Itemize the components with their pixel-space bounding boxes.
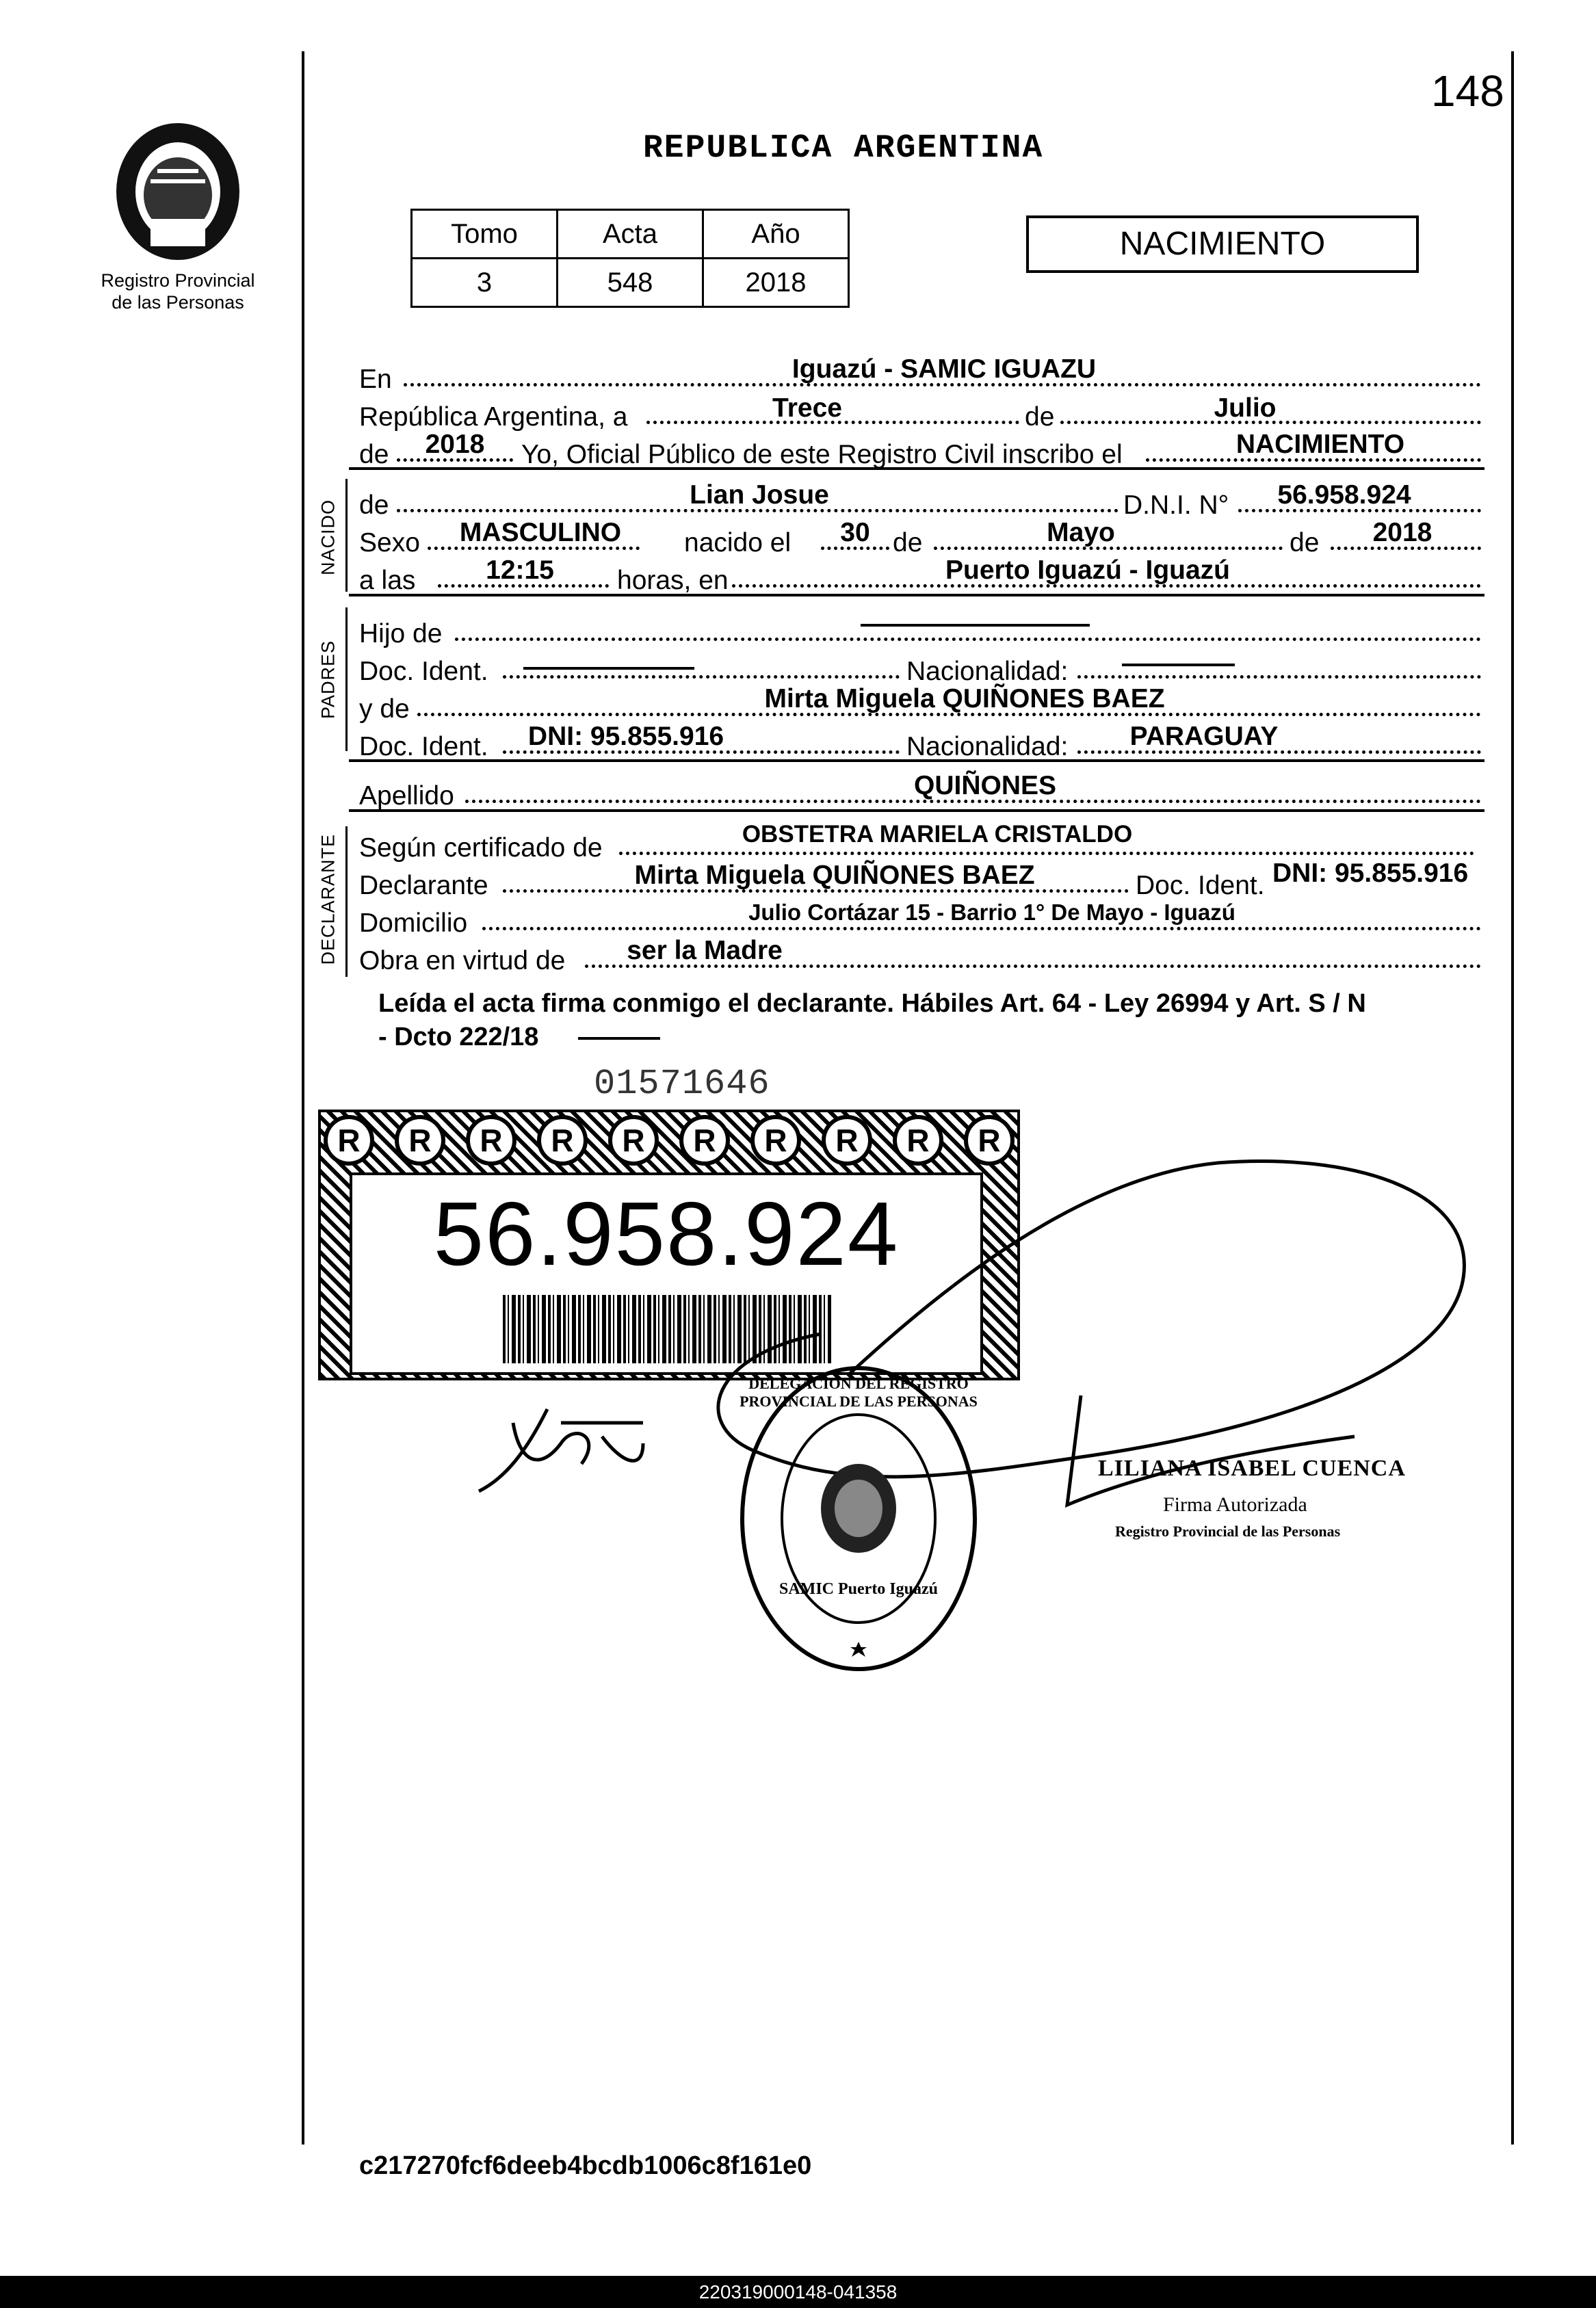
- declarante-side-label: DECLARANTE: [317, 833, 339, 965]
- obra-value: ser la Madre: [627, 936, 783, 965]
- ref-header-ano: Año: [703, 210, 849, 259]
- day-written-value: Trece: [772, 393, 842, 423]
- birth-time-value: 12:15: [486, 555, 554, 585]
- sticker-number: 56.958.924: [433, 1183, 900, 1284]
- doc1-dots: [503, 675, 900, 679]
- birth-day-value: 30: [840, 518, 870, 547]
- document-title: REPUBLICA ARGENTINA: [643, 130, 1044, 167]
- place-value: Iguazú - SAMIC IGUAZU: [792, 354, 1097, 384]
- apellido-value: QUIÑONES: [913, 771, 1057, 800]
- record-type-box: [1026, 215, 1419, 273]
- domicilio-value: Julio Cortázar 15 - Barrio 1° De Mayo - Iguazú: [748, 900, 1235, 925]
- pattern-r-5: R: [608, 1115, 659, 1166]
- emblem-caption-line2: de las Personas: [112, 292, 244, 313]
- child-dni-value: 56.958.924: [1277, 480, 1411, 510]
- nacido-bracket: [345, 479, 348, 592]
- birth-place-value: Puerto Iguazú - Iguazú: [945, 555, 1230, 585]
- obra-label: Obra en virtud de: [359, 946, 566, 975]
- closing-line-2: - Dcto 222/18: [378, 1023, 539, 1051]
- pattern-r-1: R: [324, 1115, 374, 1166]
- padres-bracket: [345, 607, 348, 751]
- pattern-r-3: R: [466, 1115, 516, 1166]
- horas-label: horas, en: [617, 566, 729, 595]
- ref-value-tomo: 3: [412, 259, 558, 307]
- emblem-caption-line1: Registro Provincial: [101, 270, 255, 291]
- mother-doc-value: DNI: 95.855.916: [527, 722, 724, 751]
- pattern-r-2: R: [395, 1115, 445, 1166]
- hijo-label: Hijo de: [359, 619, 443, 648]
- right-margin-line: [1511, 51, 1514, 2145]
- footer-bar: [0, 2276, 1596, 2308]
- nacido-side-label: NACIDO: [317, 499, 339, 576]
- ref-header-acta: Acta: [558, 210, 703, 259]
- rule-4: [349, 809, 1484, 812]
- nacido-de-label-3: de: [1290, 528, 1320, 558]
- closing-scribble: [578, 1037, 660, 1040]
- alas-label: a las: [359, 566, 416, 595]
- signatory-name: LILIANA ISABEL CUENCA: [1098, 1456, 1406, 1481]
- birth-year-value: 2018: [1372, 518, 1433, 547]
- republica-label: República Argentina, a: [359, 402, 628, 432]
- seal-outer-text: DELEGACION DEL REGISTRO PROVINCIAL DE LAS PERSONAS: [740, 1375, 978, 1410]
- dom-label: Domicilio: [359, 908, 468, 938]
- dom-dots: [482, 927, 1481, 930]
- reference-table: [410, 209, 850, 308]
- record-type: NACIMIENTO: [1119, 226, 1326, 262]
- cert-dots: [619, 852, 1474, 855]
- padres-side-label: PADRES: [317, 640, 339, 720]
- serial-number: 01571646: [594, 1064, 770, 1104]
- signature-flourishes: [465, 1149, 1519, 1573]
- signatory-office: Registro Provincial de las Personas: [1115, 1523, 1341, 1540]
- de-label-2: de: [359, 440, 389, 469]
- pattern-r-10: R: [964, 1115, 1015, 1166]
- month-value: Julio: [1214, 393, 1277, 423]
- father-void-line: [861, 624, 1090, 627]
- pattern-r-4: R: [537, 1115, 588, 1166]
- doc1-void-line: [523, 667, 694, 670]
- rule-1: [349, 467, 1484, 470]
- emblem-caption: [75, 270, 280, 313]
- rule-2: [349, 594, 1484, 596]
- footer-code: 220319000148-041358: [698, 2281, 898, 2303]
- mother-nationality-value: PARAGUAY: [1129, 722, 1279, 751]
- page-number: 148: [1431, 66, 1504, 116]
- pattern-r-9: R: [893, 1115, 943, 1166]
- apellido-label: Apellido: [359, 781, 454, 811]
- decl-doc-label: Doc. Ident.: [1136, 871, 1265, 900]
- inscribo-value: NACIMIENTO: [1235, 430, 1405, 459]
- father-dots: [455, 638, 1481, 641]
- signatory-role: Firma Autorizada: [1163, 1493, 1307, 1516]
- sexo-value: MASCULINO: [459, 518, 622, 547]
- child-name-value: Lian Josue: [690, 480, 829, 510]
- declarant-name-value: Mirta Miguela QUIÑONES BAEZ: [634, 861, 1035, 890]
- ref-value-ano: 2018: [703, 259, 849, 307]
- nacido-el-label: nacido el: [684, 528, 792, 558]
- nacido-de-label: de: [359, 490, 389, 520]
- nac1-dots: [1077, 675, 1481, 679]
- nacido-de-label-2: de: [893, 528, 923, 558]
- doc2-label: Doc. Ident.: [359, 732, 488, 761]
- yde-label: y de: [359, 694, 410, 724]
- nac1-void-line: [1122, 664, 1235, 666]
- birth-month-value: Mayo: [1047, 518, 1115, 547]
- document-hash: c217270fcf6deeb4bcdb1006c8f161e0: [359, 2151, 812, 2180]
- nac1-label: Nacionalidad:: [906, 657, 1069, 686]
- doc1-label: Doc. Ident.: [359, 657, 488, 686]
- pattern-r-7: R: [750, 1115, 801, 1166]
- ref-header-tomo: Tomo: [412, 210, 558, 259]
- delegation-seal: [735, 1361, 982, 1676]
- ref-value-acta: 548: [558, 259, 703, 307]
- nac2-label: Nacionalidad:: [906, 732, 1069, 761]
- cert-value: OBSTETRA MARIELA CRISTALDO: [742, 821, 1133, 848]
- left-margin-line: [302, 51, 304, 2145]
- de-label-1: de: [1025, 402, 1055, 432]
- declarant-doc-value: DNI: 95.855.916: [1272, 858, 1469, 888]
- dni-label: D.N.I. N°: [1123, 490, 1229, 520]
- rule-3: [349, 759, 1484, 762]
- province-emblem: [109, 116, 246, 267]
- declarante-bracket: [345, 826, 348, 977]
- en-label: En: [359, 365, 392, 394]
- closing-line-1: Leída el acta firma conmigo el declarante. Hábiles Art. 64 - Ley 26994 y Art. S / N: [378, 989, 1366, 1018]
- mother-name-value: Mirta Miguela QUIÑONES BAEZ: [764, 684, 1165, 713]
- pattern-r-6: R: [679, 1115, 730, 1166]
- yo-text: Yo, Oficial Público de este Registro Civil inscribo el: [521, 440, 1123, 469]
- cert-label: Según certificado de: [359, 833, 603, 863]
- year-value: 2018: [425, 430, 485, 459]
- decl-label: Declarante: [359, 871, 488, 900]
- sexo-label: Sexo: [359, 528, 420, 558]
- seal-inner-text: SAMIC Puerto Iguazú: [779, 1580, 938, 1598]
- pattern-r-8: R: [822, 1115, 872, 1166]
